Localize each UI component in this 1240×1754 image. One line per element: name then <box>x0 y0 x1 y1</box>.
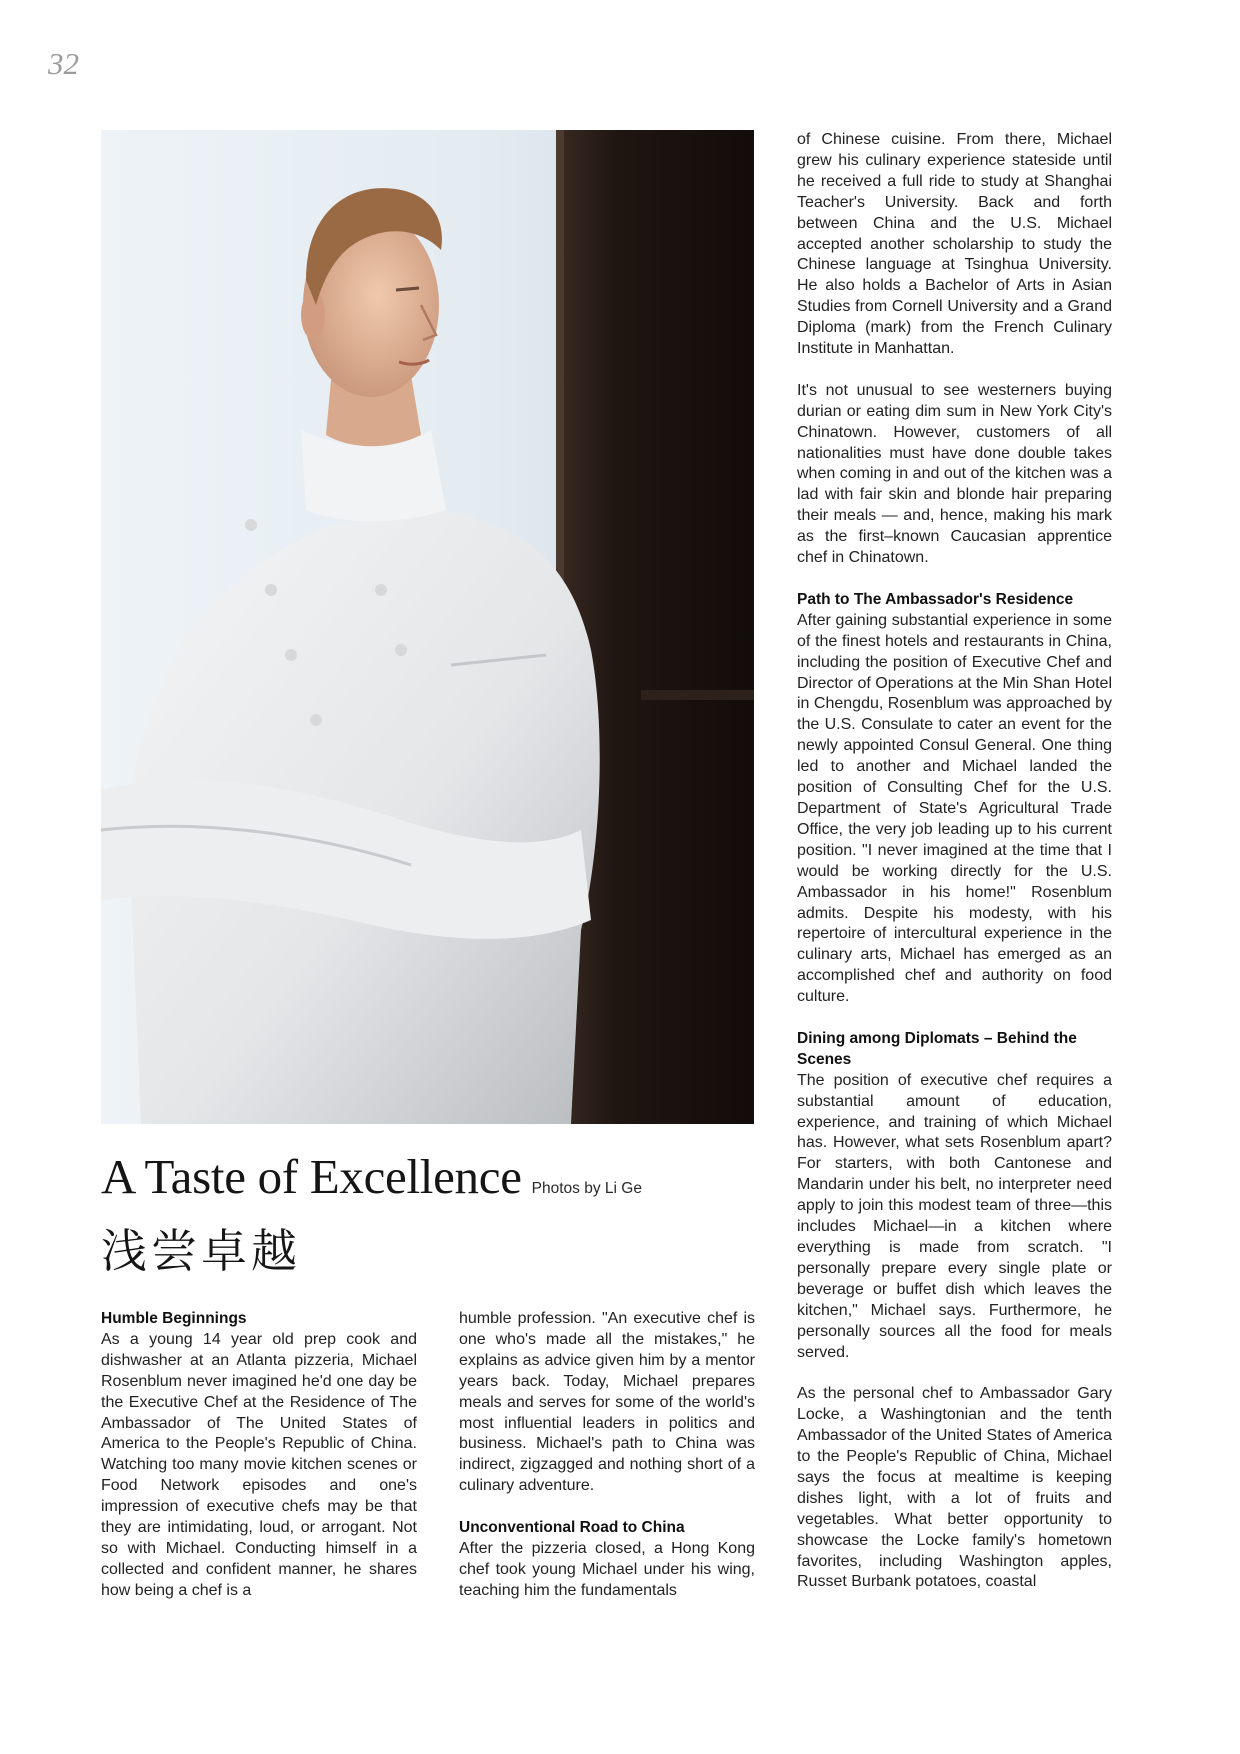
paragraph: After gaining substantial experience in some of the finest hotels and restaurants in China, including the position of Executive Chef and Director of Operations at the Min Shan Hotel in Chengdu, Rosenblum was approached by the U.S. Consulate to cater an event for the newly appointed Consul General. One thing led to another and Michael landed the position of Consulting Chef for the U.S. Department of State's Agricultural Trade Office, the very job leading up to his current position. "I never imagined at the time that I would be working directly for the U.S. Ambassador in his home!" Rosenblum admits. Despite his modesty, with his repertoire of intercultural experience in the culinary arts, Michael has emerged as an accomplished chef and authority on food culture. <box>797 611 1112 1006</box>
chef-portrait-illustration <box>101 130 754 1124</box>
section-heading: Humble Beginnings <box>101 1310 247 1327</box>
paragraph: As a young 14 year old prep cook and dishwasher at an Atlanta pizzeria, Michael Rosenblum never imagined he'd one day be the Executive Chef at the Residence of The Ambassador of The United States of America to the People's Republic of China. Watching too many movie kitchen scenes or Food Network episodes and one's impression of executive chefs may be that they are intimidating, loud, or arrogant. Not so with Michael. Conducting himself in a collected and confident manner, he shares how being a chef is a <box>101 1330 417 1599</box>
paragraph: It's not unusual to see westerners buying durian or eating dim sum in New York City's Chinatown. However, customers of all nationalities must have done double takes when coming in and out of the kitchen was a lad with fair skin and blonde hair preparing their meals — and, hence, making his mark as the first–known Caucasian apprentice chef in Chinatown. <box>797 381 1112 567</box>
paragraph: After the pizzeria closed, a Hong Kong chef took young Michael under his wing, teaching him the fundamentals <box>459 1539 755 1599</box>
photo-credit: Photos by Li Ge <box>531 1180 642 1197</box>
paragraph: The position of executive chef requires a substantial amount of education, experience, and training of which Michael has. However, what sets Rosenblum apart? For starters, with both Cantonese and Mandarin under his belt, no interpreter need apply to join this modest team of three—this includes Michael—in a kitchen where everything is made from scratch. "I personally prepare every single plate or beverage or buffet dish which leaves the kitchen," Michael says. Furthermore, he personally sources all the food for meals served. <box>797 1071 1112 1361</box>
page-number: 32 <box>48 46 79 81</box>
text-column-2 <box>459 1309 755 1602</box>
paragraph: humble profession. "An executive chef is one who's made all the mistakes," he explains as advice given him by a mentor years back. Today, Michael prepares meals and serves for some of the world's most influential leaders in politics and business. Michael's path to China was indirect, zigzagged and nothing short of a culinary adventure. <box>459 1310 755 1495</box>
paragraph: As the personal chef to Ambassador Gary Locke, a Washingtonian and the tenth Ambassador of the United States of America to the People's Republic of China, Michael says the focus at mealtime is keeping dishes light, with a lot of fruits and vegetables. What better opportunity to showcase the Locke family's hometown favorites, including Washington apples, Russet Burbank potatoes, coastal <box>797 1385 1112 1591</box>
article-headline <box>101 1148 761 1205</box>
article-title: A Taste of Excellence <box>101 1149 522 1204</box>
section-heading: Dining among Diplomats – Behind the Scenes <box>797 1029 1077 1068</box>
section-heading: Unconventional Road to China <box>459 1519 685 1537</box>
chef-portrait-photo <box>101 130 754 1124</box>
text-column-1 <box>101 1309 417 1602</box>
section-heading: Path to The Ambassador's Residence <box>797 590 1074 608</box>
article-title-chinese: 浅尝卓越 <box>101 1224 301 1278</box>
text-column-3 <box>797 130 1112 1593</box>
paragraph: of Chinese cuisine. From there, Michael grew his culinary experience stateside until he received a full ride to study at Shanghai Teacher's University. Back and forth between China and the U.S. Michael accepted another scholarship to study the Chinese language at Tsinghua University. He also holds a Bachelor of Arts in Asian Studies from Cornell University and a Grand Diploma (mark) from the French Culinary Institute in Manhattan. <box>797 131 1112 358</box>
